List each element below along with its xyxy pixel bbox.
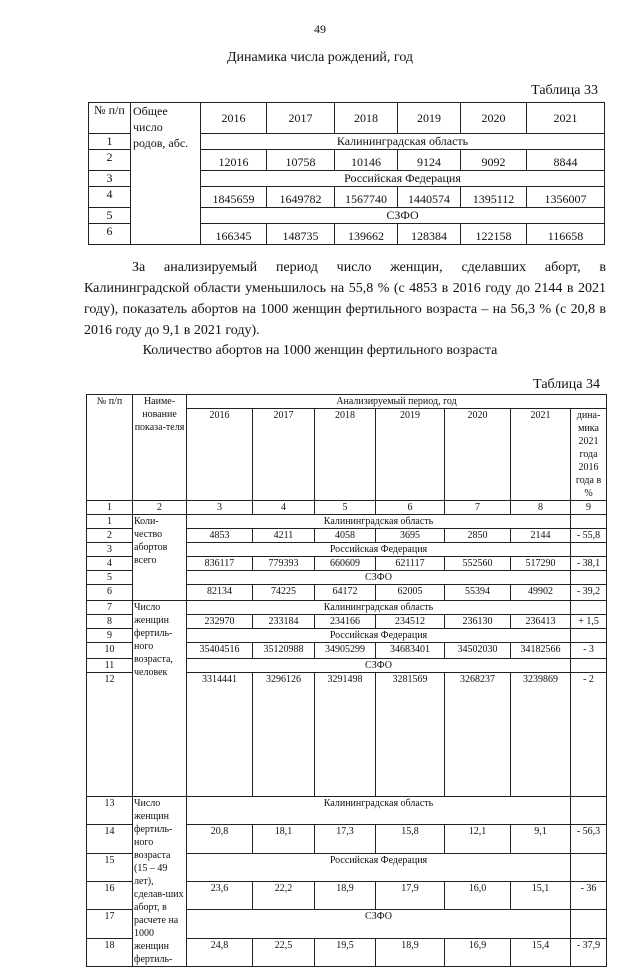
table34-year-header: 2016 (187, 409, 253, 501)
table-cell: 122158 (461, 224, 527, 245)
table-cell: 62005 (376, 585, 445, 601)
table-cell: 82134 (187, 585, 253, 601)
table-cell: 1567740 (335, 187, 398, 208)
table-cell: 3296126 (253, 673, 315, 797)
row-number: 16 (87, 881, 133, 909)
row-number: 11 (87, 659, 133, 673)
table-cell: 19,5 (315, 938, 376, 966)
table34 (86, 394, 607, 967)
empty-cell (571, 659, 607, 673)
region-header: Калининградская область (187, 797, 571, 825)
empty-cell (571, 629, 607, 643)
table-cell: 9124 (398, 150, 461, 171)
table-cell: 1356007 (527, 187, 605, 208)
table-cell: 12016 (201, 150, 267, 171)
table33-year-header: 2020 (461, 103, 527, 134)
table-cell: 34502030 (445, 643, 511, 659)
table-cell: 3695 (376, 529, 445, 543)
row-number: 12 (87, 673, 133, 797)
table-cell: 621117 (376, 557, 445, 571)
table-cell: 166345 (201, 224, 267, 245)
table34-title: Количество абортов на 1000 женщин фертильного возраста (142, 343, 498, 358)
table34-header-row (87, 395, 607, 409)
row-number: 17 (87, 910, 133, 938)
table-cell: 20,8 (187, 825, 253, 853)
table-cell: 18,9 (376, 938, 445, 966)
table-cell: 12,1 (445, 825, 511, 853)
row-number: 14 (87, 825, 133, 853)
dynamics-header: дина-мика 2021 года 2016 года в % (571, 409, 607, 501)
table-cell: 3291498 (315, 673, 376, 797)
dynamics-cell: - 56,3 (571, 825, 607, 853)
region-header: СЗФО (201, 208, 605, 224)
dynamics-cell: - 37,9 (571, 938, 607, 966)
table33 (88, 102, 605, 245)
region-header: Калининградская область (187, 515, 571, 529)
row-number: 4 (89, 187, 131, 208)
table-cell: 1649782 (267, 187, 335, 208)
region-header: Российская Федерация (187, 853, 571, 881)
row-number: 2 (89, 150, 131, 171)
row-number: 9 (87, 629, 133, 643)
region-header: Российская Федерация (187, 543, 571, 557)
row-number: 8 (87, 615, 133, 629)
indicator-label: Число женщин фертиль-ного возраста, человек (133, 601, 187, 797)
row-number: 4 (87, 557, 133, 571)
dynamics-cell: - 36 (571, 881, 607, 909)
index-cell: 4 (253, 501, 315, 515)
table-cell: 16,9 (445, 938, 511, 966)
empty-cell (571, 910, 607, 938)
table-cell: 779393 (253, 557, 315, 571)
table-row (87, 601, 607, 615)
table-cell: 234512 (376, 615, 445, 629)
table34-year-header: 2019 (376, 409, 445, 501)
dynamics-cell: - 55,8 (571, 529, 607, 543)
empty-cell (571, 571, 607, 585)
row-number: 5 (87, 571, 133, 585)
row-number: 3 (89, 171, 131, 187)
table-cell: 10146 (335, 150, 398, 171)
table-cell: 3314441 (187, 673, 253, 797)
table-cell: 74225 (253, 585, 315, 601)
table-row (87, 797, 607, 825)
dynamics-cell: - 39,2 (571, 585, 607, 601)
table33-caption: Таблица 33 (531, 83, 598, 98)
row-number: 1 (87, 515, 133, 529)
table-cell: 660609 (315, 557, 376, 571)
table34-caption: Таблица 34 (533, 377, 600, 392)
table-cell: 9092 (461, 150, 527, 171)
table-cell: 148735 (267, 224, 335, 245)
indicator-label: Коли-чество абортов всего (133, 515, 187, 601)
index-cell: 3 (187, 501, 253, 515)
table-cell: 15,4 (511, 938, 571, 966)
table-cell: 234166 (315, 615, 376, 629)
table-cell: 34683401 (376, 643, 445, 659)
table-cell: 16,0 (445, 881, 511, 909)
empty-cell (571, 515, 607, 529)
table33-year-header: 2021 (527, 103, 605, 134)
table-cell: 552560 (445, 557, 511, 571)
table-cell: 128384 (398, 224, 461, 245)
dynamics-cell: - 38,1 (571, 557, 607, 571)
table-cell: 4211 (253, 529, 315, 543)
table-cell: 1395112 (461, 187, 527, 208)
empty-cell (571, 543, 607, 557)
region-header: СЗФО (187, 571, 571, 585)
row-number: 10 (87, 643, 133, 659)
table33-year-header: 2017 (267, 103, 335, 134)
row-number: 3 (87, 543, 133, 557)
table-cell: 139662 (335, 224, 398, 245)
table-cell: 1440574 (398, 187, 461, 208)
table-cell: 2144 (511, 529, 571, 543)
table34-year-header: 2021 (511, 409, 571, 501)
table-cell: 35404516 (187, 643, 253, 659)
region-header: Калининградская область (201, 134, 605, 150)
region-header: Российская Федерация (187, 629, 571, 643)
table-cell: 236413 (511, 615, 571, 629)
table-cell: 34905299 (315, 643, 376, 659)
table33-year-header: 2016 (201, 103, 267, 134)
dynamics-cell: - 2 (571, 673, 607, 797)
row-number: 1 (89, 134, 131, 150)
index-row (87, 501, 607, 515)
table-cell: 8844 (527, 150, 605, 171)
table34-col-label-header: Наиме-нование показа-теля (133, 395, 187, 501)
table-cell: 836117 (187, 557, 253, 571)
table-cell: 236130 (445, 615, 511, 629)
table34-year-header: 2017 (253, 409, 315, 501)
row-number: 13 (87, 797, 133, 825)
table34-year-header: 2020 (445, 409, 511, 501)
table33-title: Динамика числа рождений, год (226, 50, 414, 65)
region-header: СЗФО (187, 910, 571, 938)
indicator-label: Число женщин фертиль-ного возраста (15 – 49 лет), сделав-ших аборт, в расчете на 1000 женщин фертиль- (133, 797, 187, 967)
table-cell: 18,9 (315, 881, 376, 909)
index-cell: 5 (315, 501, 376, 515)
table-cell: 55394 (445, 585, 511, 601)
table-cell: 49902 (511, 585, 571, 601)
table-cell: 17,9 (376, 881, 445, 909)
region-header: Калининградская область (187, 601, 571, 615)
table-cell: 232970 (187, 615, 253, 629)
table-cell: 22,2 (253, 881, 315, 909)
empty-cell (571, 601, 607, 615)
table33-col-number-header: № п/п (89, 103, 131, 134)
table-cell: 35120988 (253, 643, 315, 659)
table-cell: 24,8 (187, 938, 253, 966)
table-cell: 22,5 (253, 938, 315, 966)
period-header: Анализируемый период, год (187, 395, 607, 409)
empty-cell (571, 797, 607, 825)
table-cell: 9,1 (511, 825, 571, 853)
page-number: 49 (314, 22, 326, 36)
table-cell: 3268237 (445, 673, 511, 797)
empty-cell (571, 853, 607, 881)
table-cell: 3239869 (511, 673, 571, 797)
table33-header-row (89, 103, 605, 134)
table33-year-header: 2018 (335, 103, 398, 134)
index-cell: 7 (445, 501, 511, 515)
table33-col-label: Общее число родов, абс. (131, 103, 201, 245)
index-cell: 8 (511, 501, 571, 515)
row-number: 6 (87, 585, 133, 601)
region-header: Российская Федерация (201, 171, 605, 187)
dynamics-cell: - 3 (571, 643, 607, 659)
row-number: 15 (87, 853, 133, 881)
table-cell: 17,3 (315, 825, 376, 853)
table-cell: 233184 (253, 615, 315, 629)
table-cell: 15,8 (376, 825, 445, 853)
table-cell: 64172 (315, 585, 376, 601)
table-cell: 15,1 (511, 881, 571, 909)
table34-year-header: 2018 (315, 409, 376, 501)
table-cell: 4853 (187, 529, 253, 543)
table-cell: 34182566 (511, 643, 571, 659)
row-number: 6 (89, 224, 131, 245)
table-cell: 18,1 (253, 825, 315, 853)
analysis-paragraph: За анализируемый период число женщин, сделавших аборт, в Калининградской области уменьшилось на 55,8 % (с 4853 в 2016 году до 2144 в 2021 году), показатель абортов на 1000 женщин фертильного возраста – на 56,3 % (с 20,8 в 2016 году до 9,1 в 2021 году). (84, 260, 606, 338)
table-cell: 116658 (527, 224, 605, 245)
row-number: 5 (89, 208, 131, 224)
table-cell: 10758 (267, 150, 335, 171)
row-number: 18 (87, 938, 133, 966)
index-cell: 2 (133, 501, 187, 515)
region-header: СЗФО (187, 659, 571, 673)
table-cell: 23,6 (187, 881, 253, 909)
table33-year-header: 2019 (398, 103, 461, 134)
table-cell: 2850 (445, 529, 511, 543)
table-cell: 3281569 (376, 673, 445, 797)
row-number: 7 (87, 601, 133, 615)
table34-col-number-header: № п/п (87, 395, 133, 501)
index-cell: 9 (571, 501, 607, 515)
index-cell: 1 (87, 501, 133, 515)
dynamics-cell: + 1,5 (571, 615, 607, 629)
row-number: 2 (87, 529, 133, 543)
table-cell: 517290 (511, 557, 571, 571)
table-cell: 4058 (315, 529, 376, 543)
table-cell: 1845659 (201, 187, 267, 208)
index-cell: 6 (376, 501, 445, 515)
table-row (87, 515, 607, 529)
